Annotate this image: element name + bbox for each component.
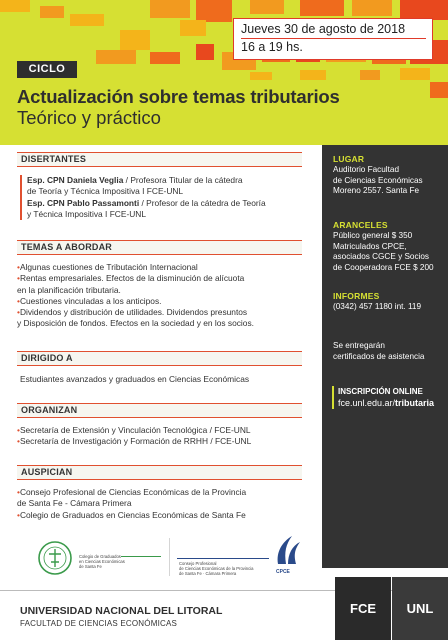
- info-sidebar: [322, 145, 448, 568]
- section-organizan: [17, 403, 302, 448]
- speaker-1: [20, 175, 302, 220]
- certificados-block: [333, 341, 445, 362]
- organizan-heading: ORGANIZAN: [17, 403, 302, 418]
- cpce-emblem-icon: [272, 534, 302, 568]
- speaker-2-role: / Profesor de la cátedra de Teoría: [139, 197, 266, 208]
- temas-item: • Algunas cuestiones de Tributación Internacional: [17, 262, 302, 273]
- aranceles-line: de Cooperadora FCE $ 200: [333, 262, 434, 272]
- lugar-line: Auditorio Facultad: [333, 165, 399, 174]
- sponsor-logos: [37, 532, 302, 582]
- auspician-item-cont: de Santa Fe - Cámara Primera: [17, 498, 132, 509]
- faculty-name: FACULTAD DE CIENCIAS ECONÓMICAS: [20, 619, 178, 628]
- auspician-item: • Colegio de Graduados en Ciencias Económicas de Santa Fe: [17, 510, 302, 521]
- speaker-2-role-cont: y Técnica Impositiva I FCE-UNL: [27, 208, 146, 219]
- section-auspician: [17, 465, 302, 521]
- section-dirigido: [17, 351, 302, 385]
- dirigido-text: Estudiantes avanzados y graduados en Ciencias Económicas: [20, 374, 250, 384]
- colegio-text: Colegio de Graduados: [79, 554, 121, 559]
- event-date: Jueves 30 de agosto de 2018: [241, 22, 406, 36]
- fce-badge: FCE: [335, 577, 391, 640]
- lugar-line: de Ciencias Económicas: [333, 175, 423, 185]
- auspician-item: • Consejo Profesional de Ciencias Económicas de la Provincia: [17, 487, 302, 498]
- speaker-1-name: Esp. CPN Daniela Veglia: [27, 175, 124, 185]
- disertantes-body: [17, 175, 302, 220]
- auspician-list: [17, 487, 302, 521]
- lugar-line: Moreno 2557. Santa Fe: [333, 186, 420, 195]
- cpce-logo: [177, 532, 302, 582]
- unl-badge: UNL: [392, 577, 448, 640]
- colegio-text: de Santa Fe: [79, 564, 102, 569]
- certificados-line: certificados de asistencia: [333, 351, 425, 361]
- event-date-box: [233, 18, 433, 60]
- temas-item-cont: en la planificación tributaria.: [17, 284, 121, 295]
- cpce-text: de Santa Fe · Cámara Primera: [179, 571, 237, 576]
- section-temas: [17, 240, 302, 330]
- organizan-list: [17, 425, 302, 448]
- aranceles-line: asociados CGCE y Socios: [333, 252, 430, 261]
- cpce-text: Consejo Profesional: [179, 561, 217, 566]
- header-banner: [0, 0, 448, 145]
- organizan-item: • Secretaría de Investigación y Formación de RRHH / FCE-UNL: [17, 436, 302, 447]
- inscripcion-url-domain: fce.unl.edu.ar/: [338, 398, 396, 408]
- section-disertantes: [17, 152, 302, 220]
- inscripcion-link[interactable]: [338, 397, 444, 409]
- speaker-1-role-cont: de Teoría y Técnica Impositiva I FCE-UNL: [27, 186, 184, 197]
- page-subtitle: Teórico y práctico: [17, 107, 161, 128]
- cpce-text: de Ciencias Económicas de la Provincia: [179, 566, 254, 571]
- speaker-1-role: / Profesora Titular de la cátedra: [123, 175, 243, 185]
- university-name: UNIVERSIDAD NACIONAL DEL LITORAL: [20, 605, 223, 617]
- aranceles-block: [333, 220, 445, 273]
- organizan-item: • Secretaría de Extensión y Vinculación Tecnológica / FCE-UNL: [17, 425, 302, 436]
- speaker-2-name: Esp. CPN Pablo Passamonti: [27, 197, 140, 208]
- auspician-heading: AUSPICIAN: [17, 465, 302, 480]
- logo-divider: [169, 538, 170, 576]
- informes-phone: (0342) 457 1180 int. 119: [333, 302, 422, 311]
- certificados-line: Se entregarán: [333, 341, 385, 350]
- dirigido-heading: DIRIGIDO A: [17, 351, 302, 366]
- disertantes-heading: DISERTANTES: [17, 152, 302, 167]
- temas-item: • Dividendos y distribución de utilidades. Dividendos presuntos: [17, 307, 302, 318]
- cpce-mark: CPCE: [276, 569, 290, 575]
- inscripcion-url-path: tributaria: [395, 398, 435, 408]
- cpce-rule: [177, 558, 269, 559]
- aranceles-label: ARANCELES: [333, 220, 388, 230]
- ciclo-tag: CICLO: [17, 61, 77, 78]
- colegio-seal-icon: [37, 540, 73, 576]
- colegio-rule: [121, 556, 161, 557]
- temas-item-cont: y Disposición de fondos. Efectos en la sociedad y en los socios.: [17, 318, 254, 329]
- lugar-block: [333, 154, 445, 197]
- temas-list: [17, 262, 302, 330]
- page-title: Actualización sobre temas tributarios: [17, 86, 340, 107]
- inscripcion-block: [332, 386, 444, 409]
- aranceles-line: Público general $ 350: [333, 231, 413, 240]
- lugar-label: LUGAR: [333, 154, 365, 164]
- informes-label: INFORMES: [333, 291, 380, 301]
- event-time: 16 a 19 hs.: [241, 38, 426, 56]
- inscripcion-label: INSCRIPCIÓN ONLINE: [338, 387, 423, 396]
- colegio-text: en Ciencias Económicas: [79, 559, 125, 564]
- temas-heading: TEMAS A ABORDAR: [17, 240, 302, 255]
- temas-item: • Rentas empresariales. Efectos de la disminución de alícuota: [17, 273, 302, 284]
- aranceles-line: Matriculados CPCE,: [333, 241, 407, 251]
- colegio-graduados-logo: [37, 532, 162, 582]
- informes-block: [333, 291, 445, 313]
- temas-item: • Cuestiones vinculadas a los anticipos.: [17, 296, 302, 307]
